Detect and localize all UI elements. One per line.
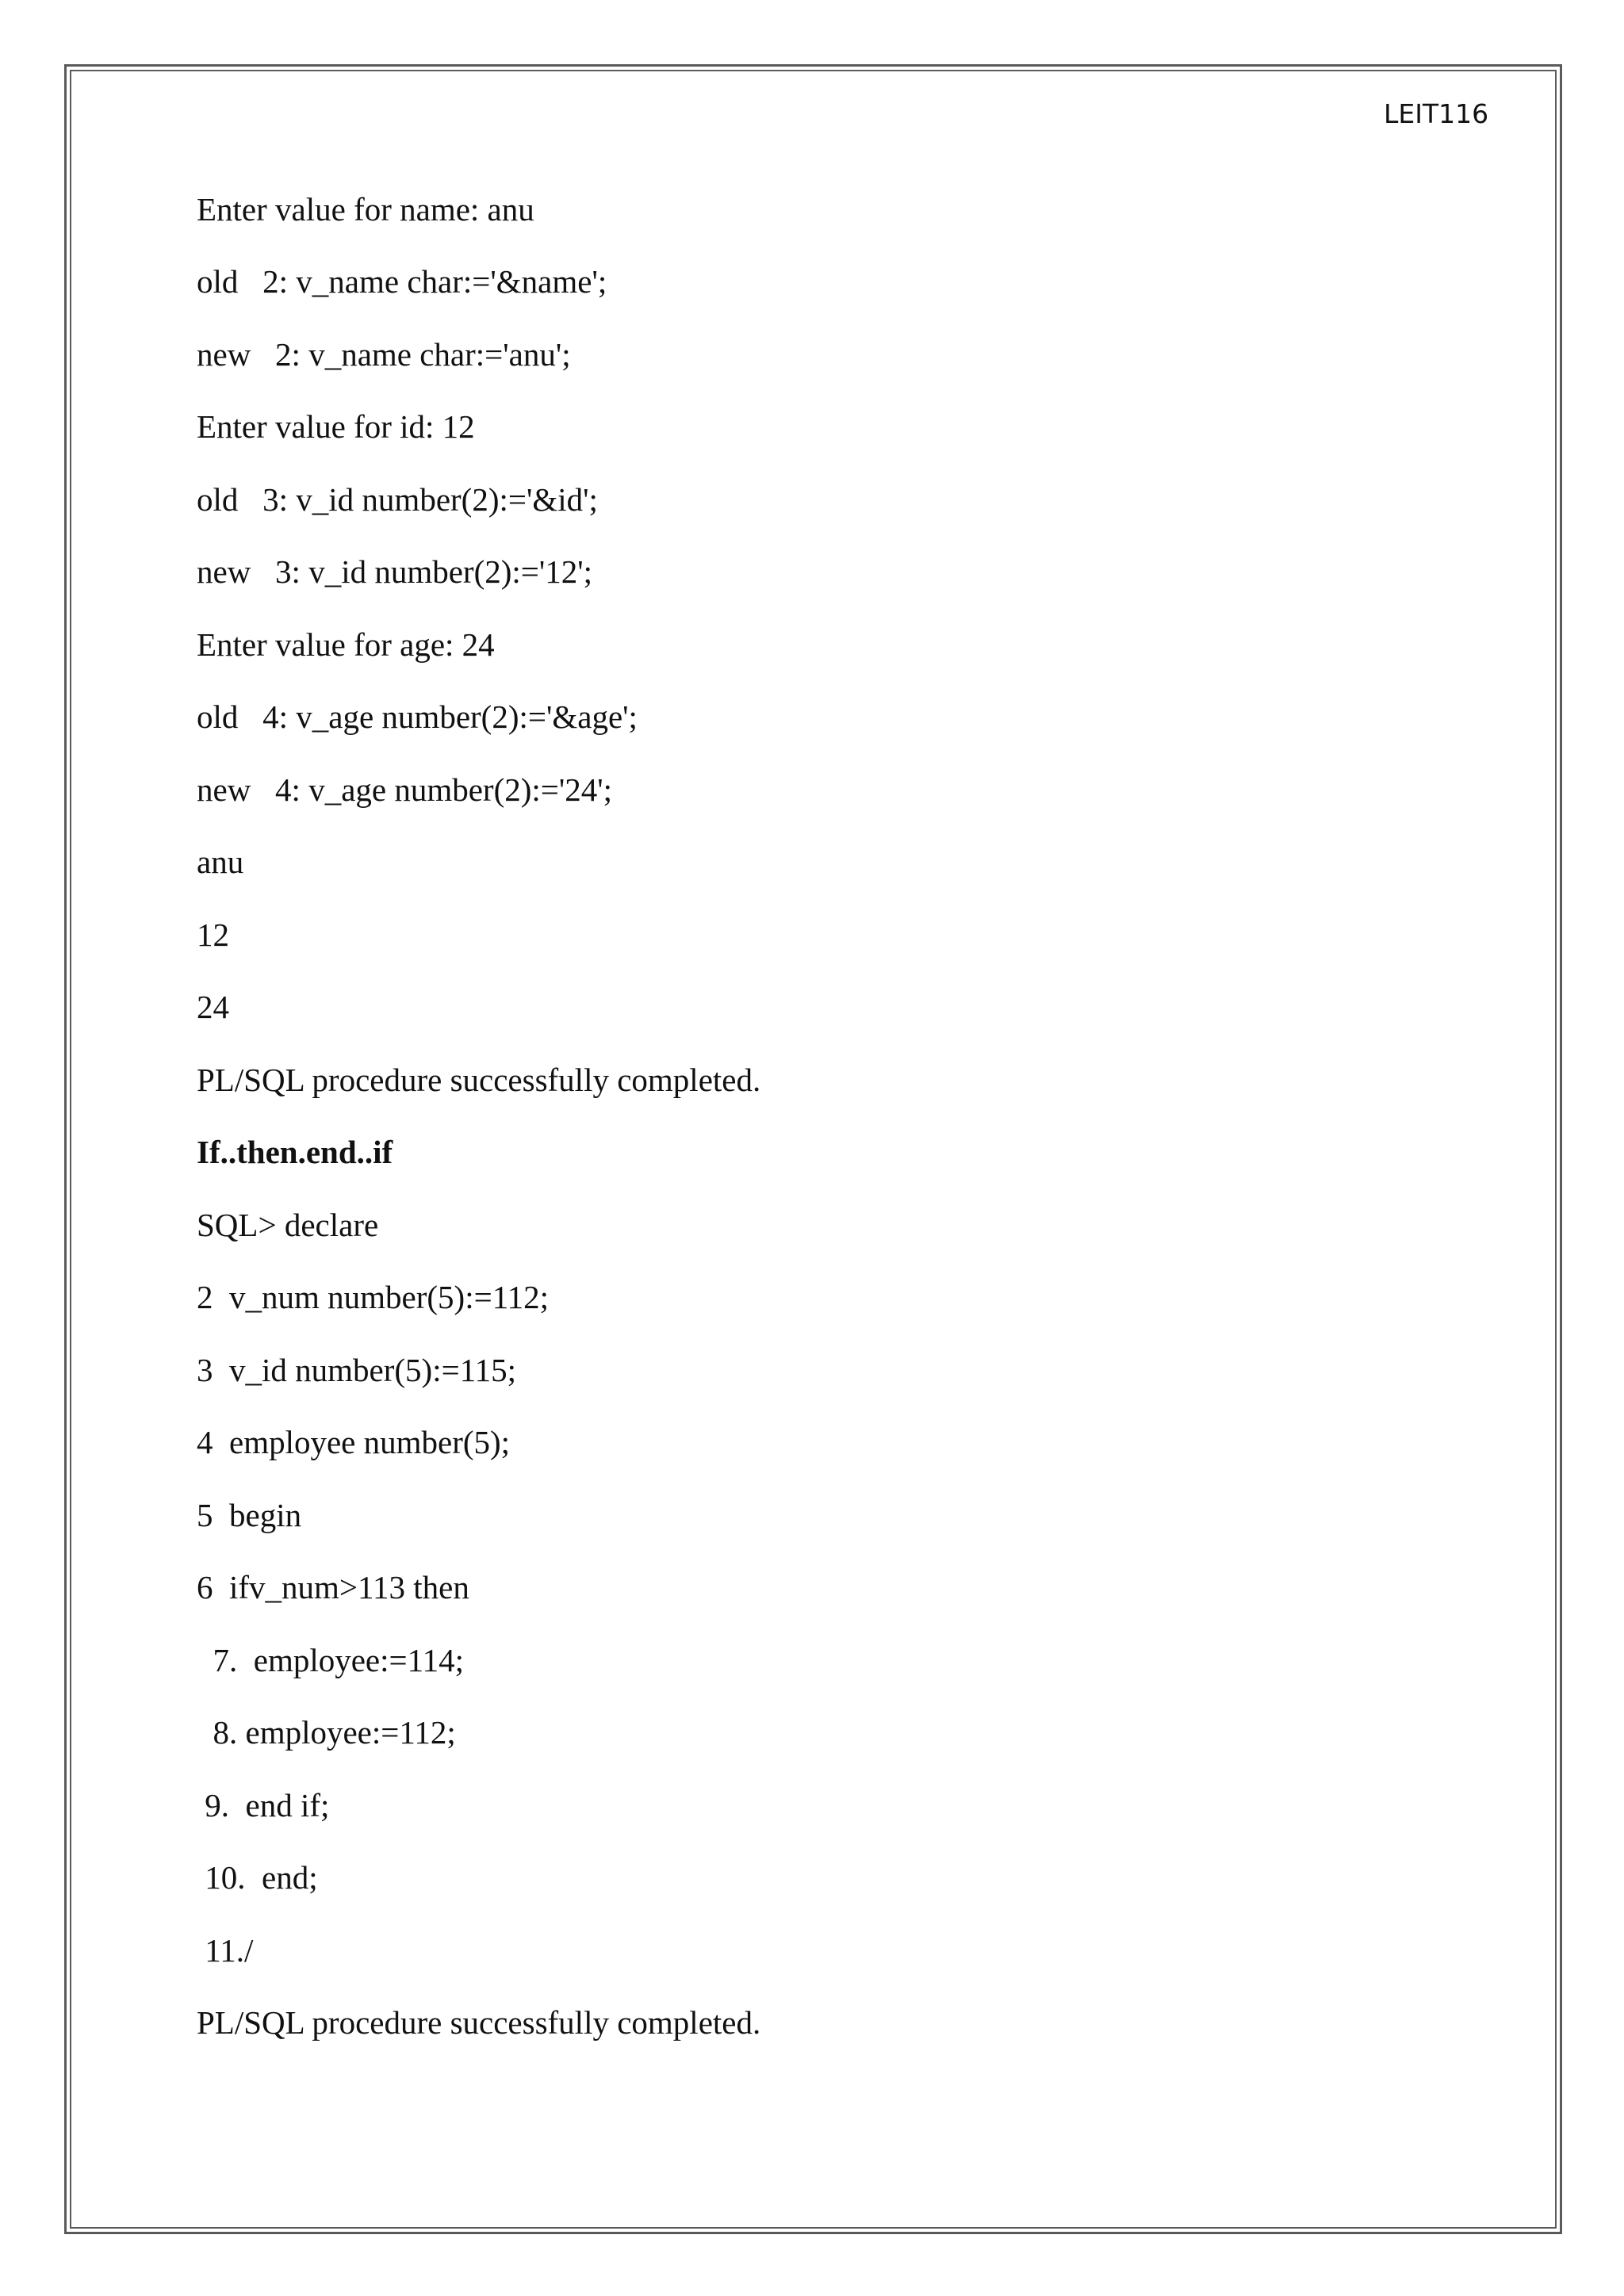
text-line: anu [197, 844, 244, 880]
text-line: 4 employee number(5); [197, 1424, 511, 1460]
text-line: PL/SQL procedure successfully completed. [197, 2004, 761, 2041]
text-line: old 2: v_name char:='&name'; [197, 263, 607, 300]
text-line: 3 v_id number(5):=115; [197, 1352, 517, 1388]
text-line: new 2: v_name char:='anu'; [197, 336, 571, 373]
text-line: old 4: v_age number(2):='&age'; [197, 698, 638, 735]
text-line: 7. employee:=114; [197, 1642, 465, 1678]
text-line: new 3: v_id number(2):='12'; [197, 553, 593, 590]
document-code: LEIT116 [1384, 98, 1489, 129]
text-line: PL/SQL procedure successfully completed. [197, 1062, 761, 1098]
text-line: 2 v_num number(5):=112; [197, 1279, 550, 1315]
text-line: 11./ [197, 1932, 254, 1969]
text-line: 10. end; [197, 1859, 318, 1896]
text-line: Enter value for id: 12 [197, 408, 475, 445]
section-heading: If..then.end..if [197, 1134, 393, 1170]
text-line: 6 ifv_num>113 then [197, 1569, 469, 1605]
text-line: SQL> declare [197, 1207, 379, 1243]
text-line: 8. employee:=112; [197, 1714, 456, 1751]
text-line: old 3: v_id number(2):='&id'; [197, 481, 598, 518]
text-line: 9. end if; [197, 1787, 330, 1823]
text-line: 5 begin [197, 1497, 302, 1533]
text-line: Enter value for age: 24 [197, 626, 495, 663]
text-line: Enter value for name: anu [197, 191, 534, 228]
text-line: 24 [197, 989, 229, 1025]
text-line: new 4: v_age number(2):='24'; [197, 771, 613, 808]
text-line: 12 [197, 916, 229, 953]
